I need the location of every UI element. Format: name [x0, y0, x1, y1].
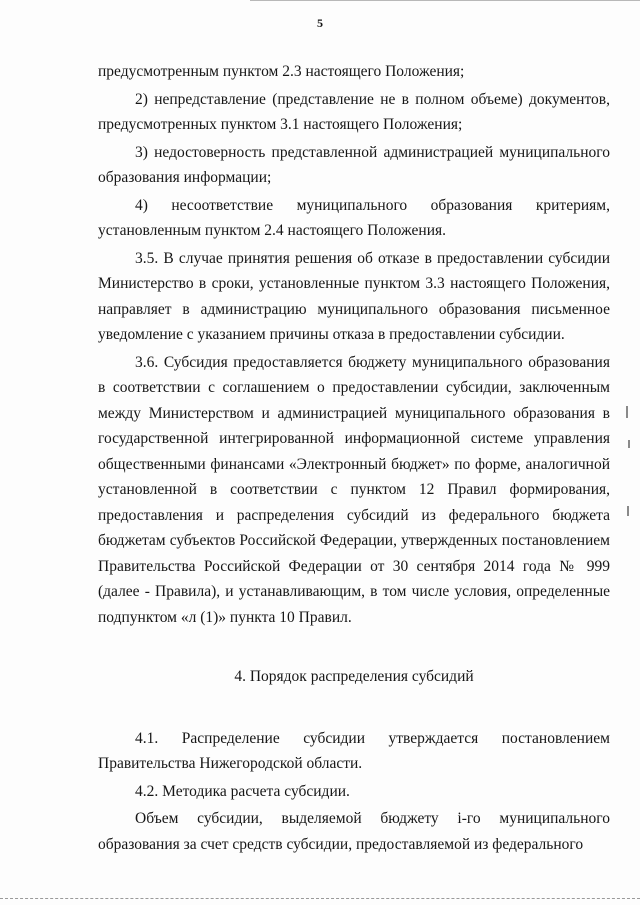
document-body — [98, 59, 610, 857]
paragraph-4-1-continuation: Правительства Нижегородской области. — [98, 755, 363, 772]
word: субсидии — [303, 729, 365, 747]
page-number: 5 — [317, 16, 323, 30]
paragraph-item-3: 3) недостоверность представленной администрацией муниципального образования информации; — [98, 143, 610, 186]
word: утверждается — [388, 729, 479, 747]
word: Распределение — [181, 729, 280, 747]
word: образования — [430, 196, 513, 214]
paragraph-4-2: 4.2. Методика расчета субсидии. — [135, 782, 350, 800]
scan-edge-line — [250, 0, 640, 1]
scan-artifact — [627, 506, 629, 516]
word: критериям, — [535, 196, 610, 214]
scan-artifact — [626, 406, 628, 418]
paragraph-volume: Объем субсидии, выделяемой бюджету i-го муниципального образования за счет средств субсидии, предоставляемой из федерального — [98, 810, 610, 853]
word: 4.1. — [135, 729, 159, 747]
word: 4) — [135, 196, 148, 214]
paragraph-item-2: 2) непредставление (представление не в полном объеме) документов, предусмотренных пунктом 3.1 настоящего Положения; — [98, 90, 610, 133]
paragraph-item-4-line — [98, 193, 610, 219]
word: муниципального — [296, 196, 408, 214]
paragraph-3-6: 3.6. Субсидия предоставляется бюджету муниципального образования в соответствии с соглашением о предоставлении субсидии, заключенным между Министерством и администрацией муниципального образования в государственной интегрированной информационной системе управления общественными финансами «Электронный бюджет» по форме, аналогичной установленной в соответствии с пунктом 12 Правил формирования, предоставления и распределения субсидий из федерального бюджета бюджетам субъектов Российской Федерации, утвержденных постановлением Правительства Российской Федерации от 30 сентября 2014 года № 999 (далее - Правила), и устанавливающим, в том числе условия, определенные подпунктом «л (1)» пункта 10 Правил. — [98, 353, 610, 626]
paragraph-continuation: предусмотренным пунктом 2.3 настоящего Положения; — [98, 63, 465, 80]
section-heading: 4. Порядок распределения субсидий — [234, 668, 474, 685]
scan-bottom-edge — [0, 898, 640, 899]
paragraph-3-5: 3.5. В случае принятия решения об отказе в предоставлении субсидии Министерство в сроки, установленные пунктом 3.3 настоящего Положения, направляет в администрацию муниципального образования письменное уведомление с указанием причины отказа в предоставлении субсидии. — [98, 249, 610, 343]
word: постановлением — [501, 729, 610, 747]
paragraph-item-4-continuation: установленным пунктом 2.4 настоящего Положения. — [98, 222, 446, 239]
paragraph-4-1-line — [98, 726, 610, 752]
word: несоответствие — [171, 196, 274, 214]
scan-artifact — [628, 440, 630, 448]
